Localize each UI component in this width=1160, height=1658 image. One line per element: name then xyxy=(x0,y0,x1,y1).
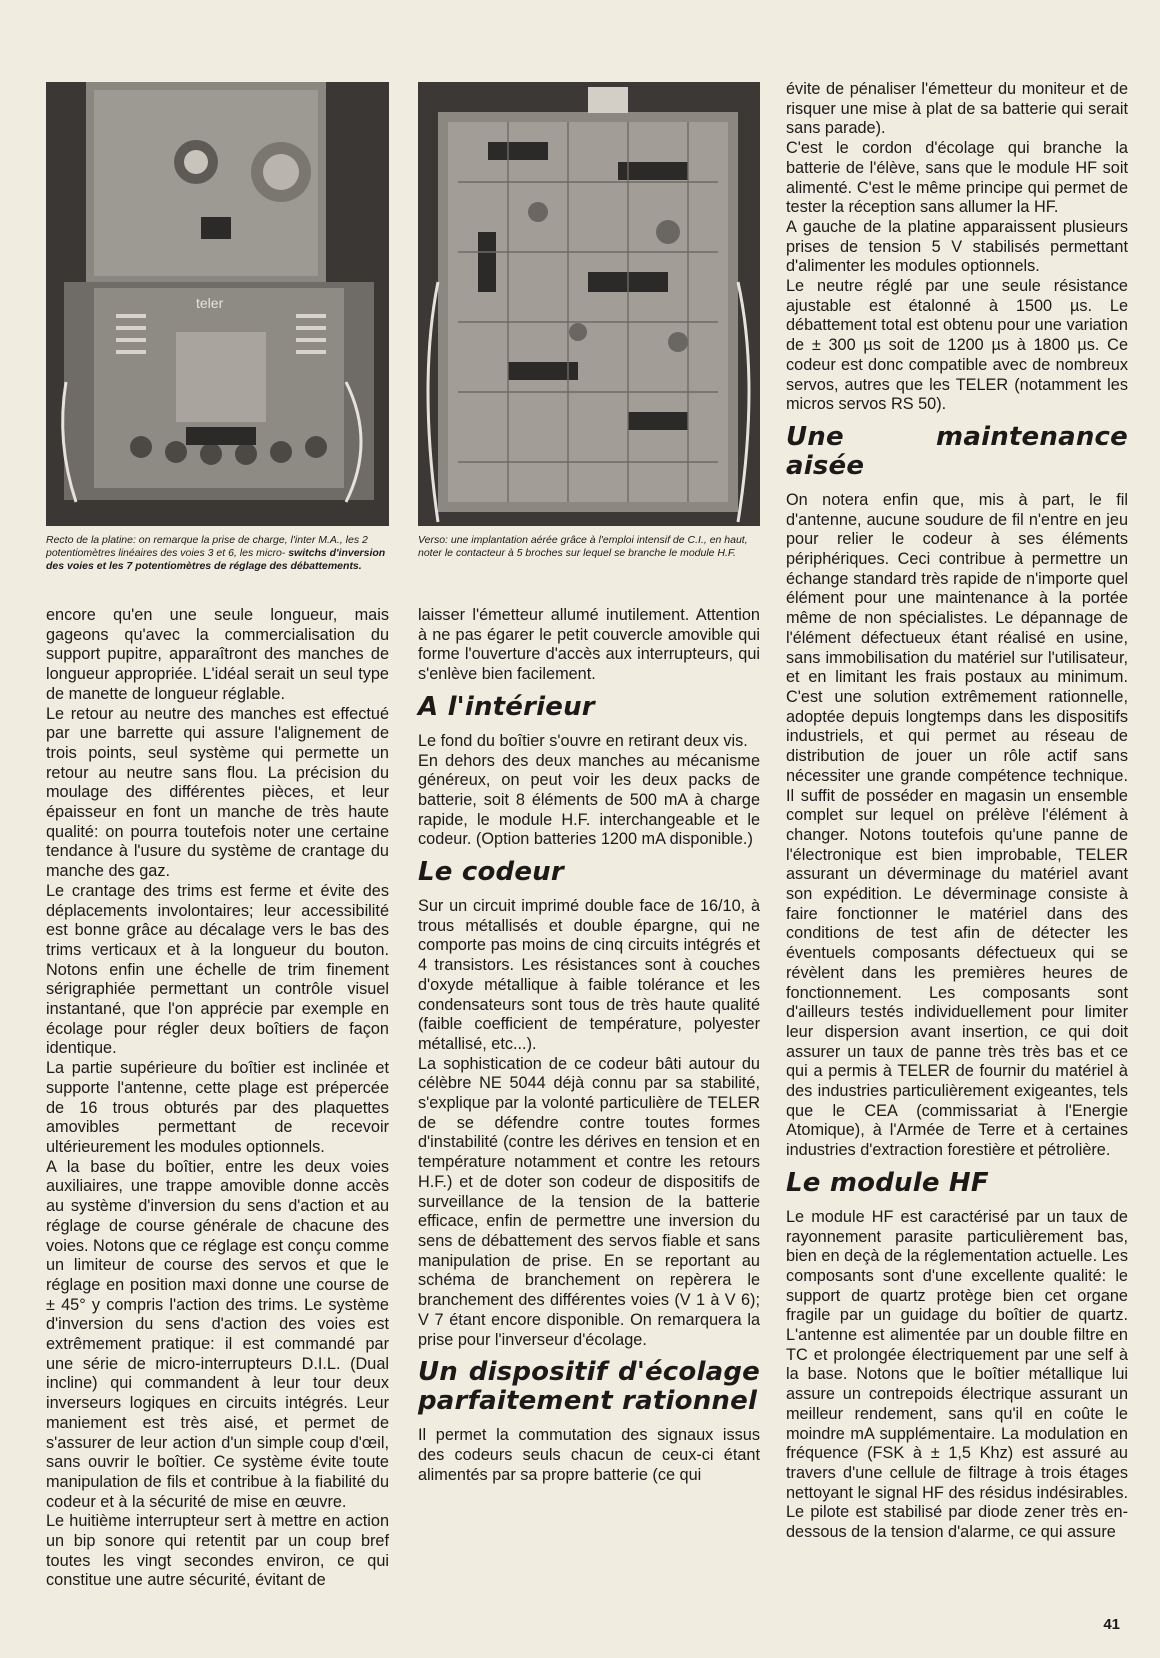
heading-maintenance: Une maintenance aisée xyxy=(786,421,1128,481)
photo-left-caption-text: Recto de la platine: on remarque la prise de charge, l'inter M.A., les 2 potentiomètres linéaires des voies 3 et 6, les micro- xyxy=(46,534,368,560)
column-3 xyxy=(786,80,1128,1543)
photo-pcb-verso xyxy=(418,82,760,526)
interieur-paragraph: En dehors des deux manches au mécanisme généreux, on peut voir les deux packs de batterie, soit 8 éléments de 500 mA à charge rapide, le module H.F. interchangeable et le codeur. (Option batteries 1200 mA disponible.) xyxy=(418,751,760,849)
col3-intro-paragraph: C'est le cordon d'écolage qui branche la batterie de l'élève, sans que le module HF soit alimenté. C'est le même principe qui permet de tester la réception sans allumer la HF. xyxy=(786,139,1128,217)
col2-intro: laisser l'émetteur allumé inutilement. Attention à ne pas égarer le petit couvercle amovible qui forme l'ouverture d'accès aux interrupteurs, qui s'enlève bien facilement. xyxy=(418,606,760,684)
col1-paragraph: Le crantage des trims est ferme et évite des déplacements involontaires; leur accessibilité est bonne grâce au décalage vers le bas des trims verticaux et à la longueur du bouton. Notons enfin une échelle de trim finement sérigraphiée permettant un contrôle visuel instantané, que l'on apprécie par exemple en écolage pour régler deux boîtiers de façon identique. xyxy=(46,881,389,1058)
photo-pcb-recto xyxy=(46,82,389,526)
pcb-recto-illustration xyxy=(46,82,389,526)
photo-left-caption-bold: switchs d'inversion des voies et les 7 potentiomètres de réglage des débattements. xyxy=(46,547,386,573)
ecolage-paragraph: Il permet la commutation des signaux issus des codeurs seuls chacun de ceux-ci étant alimentés par sa propre batterie (ce qui xyxy=(418,1426,760,1484)
codeur-paragraph: Sur un circuit imprimé double face de 16/10, à trous métallisés et double épargne, qui ne comporte pas moins de cinq circuits intégrés et 4 transistors. Les résistances sont à couches d'oxyde métallique à faible tolérance et les condensateurs sont tous de très haute qualité (faible coefficient de température, polyester métallisé, etc...). xyxy=(418,897,760,1053)
col3-intro-paragraph: Le neutre réglé par une seule résistance ajustable est étalonné à 1500 µs. Le débattement total est obtenu pour une variation de ± 300 µs soit de 1200 µs à 1800 µs. Ce codeur est donc compatible avec de nombreux servos, autres que les TELER (notamment les micros servos RS 50). xyxy=(786,277,1128,414)
module-hf-paragraph: Le module HF est caractérisé par un taux de rayonnement parasite particulièrement bas, bien en deçà de la réglementation actuelle. Les composants sont d'une excellente qualité: le support de quartz protège bien cet organe fragile par un guidage du boîtier de quartz. L'antenne est alimentée par un double filtre en TC et prolongée électriquement par une self à la base. Notons que le boîtier métallique lui assure un contrepoids électrique assurant un meilleur rendement, sans qu'il en coûte le moindre mA supplémentaire. La modulation en fréquence (FSK à ± 1,5 Khz) est assuré au travers d'une cellule de filtrage à trois étages nettoyant le signal HF des résidus indésirables. Le pilote est stabilisé par diode zener très en-dessous de la tension d'alarme, ce qui assure xyxy=(786,1207,1128,1542)
column-1 xyxy=(46,606,389,1591)
photo-left-caption xyxy=(46,534,389,574)
maintenance-paragraph: On notera enfin que, mis à part, le fil d'antenne, aucune soudure de fil n'entre en jeu pour relier le codeur à ses éléments périphériques. Ceci contribue à permettre un échange standard très rapide de n'importe quel élément pour une maintenance à la portée même de non spécialistes. Le dépannage de l'élément défectueux étant réalisé en usine, sans immobilisation du matériel sur l'utilisateur, et en limitant les frais postaux au minimum. C'est une solution extrêmement rationnelle, adoptée depuis longtemps dans les dispositifs industriels, et qui permet au réseau de distribution de jouer un rôle actif sans nécessiter une grande compétence technique. Il suffit de posséder en magasin un ensemble complet sur lequel on prélève l'élément à changer. Notons toutefois qu'une panne de l'électronique est bien improbable, TELER assurant un déverminage du matériel avant son expédition. Le déverminage consiste à faire fonctionner le matériel dans des conditions de test afin de détecter les éventuels composants défectueux qui se révèlent dans les premières heures de fonctionnement. Les composants sont d'ailleurs testés individuellement pour limiter leur dispersion avant insertion, ce qui doit assurer un taux de panne très très bas et ce qui a permis à TELER de fournir du matériel à des industries particulièrement exigeantes, tels que le CEA (commissariat à l'Energie Atomique), à l'Armée de Terre et à certaines industries d'extraction forestière et pétrolière. xyxy=(786,490,1128,1160)
col3-intro-paragraph: évite de pénaliser l'émetteur du moniteur et de risquer une mise à plat de sa batterie qui serait sans parade). xyxy=(786,80,1128,138)
photo-right-caption-text: Verso: une implantation aérée grâce à l'emploi intensif de C.I., en haut, noter le contacteur à 5 broches sur lequel se branche le module H.F. xyxy=(418,534,748,560)
photo-right-caption xyxy=(418,534,760,560)
board-label: teler xyxy=(196,295,224,311)
heading-module-hf: Le module HF xyxy=(786,1167,989,1198)
col3-intro-paragraph: A gauche de la platine apparaissent plusieurs prises de tension 5 V stabilisés permettant d'alimenter les modules optionnels. xyxy=(786,217,1128,276)
col1-paragraph: encore qu'en une seule longueur, mais gageons qu'avec la commercialisation du support pupitre, apparaîtront des manches de longueur appropriée. L'idéal serait un seul type de manette de longueur réglable. xyxy=(46,606,389,703)
heading-ecolage: Un dispositif d'écolage parfaitement rationnel xyxy=(418,1357,760,1417)
pcb-verso-illustration xyxy=(418,82,760,526)
col1-paragraph: Le huitième interrupteur sert à mettre en action un bip sonore qui retentit par un coup bref toutes les vingt secondes environ, ce qui constitue une autre sécurité, évitant de xyxy=(46,1512,389,1590)
page-number: 41 xyxy=(1103,1616,1120,1633)
codeur-paragraph: La sophistication de ce codeur bâti autour du célèbre NE 5044 déjà connu par sa stabilité, s'explique par la volonté particulière de TELER de se défendre contre toutes formes d'instabilité (contre les dérives en tension et en température notamment et contre les retours H.F.) et de doter son codeur de dispositifs de surveillance de la tension de la batterie efficace, enfin de permettre une inversion du sens de débattement des servos fiable et sans manipulation de prise. En se reportant au schéma de branchement on repèrera le branchement des différentes voies (V 1 à V 6); V 7 étant encore disponible. On remarquera la prise pour l'inverseur d'écolage. xyxy=(418,1054,760,1349)
heading-codeur: Le codeur xyxy=(418,857,564,888)
col1-paragraph: Le retour au neutre des manches est effectué par une barrette qui assure l'alignement de trois points, seul système qui permette un retour au neutre sans flou. La précision du moulage des différentes pièces, et leur épaisseur en font un manche de très haute qualité: on pourra toutefois noter une certaine tendance à l'usure du système de crantage du manche des gaz. xyxy=(46,704,389,881)
interieur-paragraph: Le fond du boîtier s'ouvre en retirant deux vis. xyxy=(418,731,748,750)
col1-paragraph: A la base du boîtier, entre les deux voies auxiliaires, une trappe amovible donne accès au système d'inversion du sens d'action et au réglage de course générale de chacune des voies. Notons que ce réglage est conçu comme un limiteur de course des servos et que le réglage en position maxi donne une course de ± 45° y compris l'action des trims. Le système d'inversion du sens d'action des voies est extrêmement pratique: il est commandé par une série de micro-interrupteurs D.I.L. (Dual incline) qui commandent à leur tour deux inverseurs logiques en circuits intégrés. Leur maniement est très aisé, et permet de s'assurer de leur action d'un simple coup d'œil, sans ouvrir le boîtier. Ce système évite toute manipulation de fils et contribue à la fiabilité du codeur et à la sécurité de mise en œuvre. xyxy=(46,1157,389,1511)
heading-interieur: A l'intérieur xyxy=(418,691,595,722)
col1-paragraph: La partie supérieure du boîtier est inclinée et supporte l'antenne, cette plage est prépercée de 16 trous obturés par des plaquettes amovibles permettant de recevoir ultérieurement les modules optionnels. xyxy=(46,1059,389,1156)
column-2 xyxy=(418,606,760,1485)
